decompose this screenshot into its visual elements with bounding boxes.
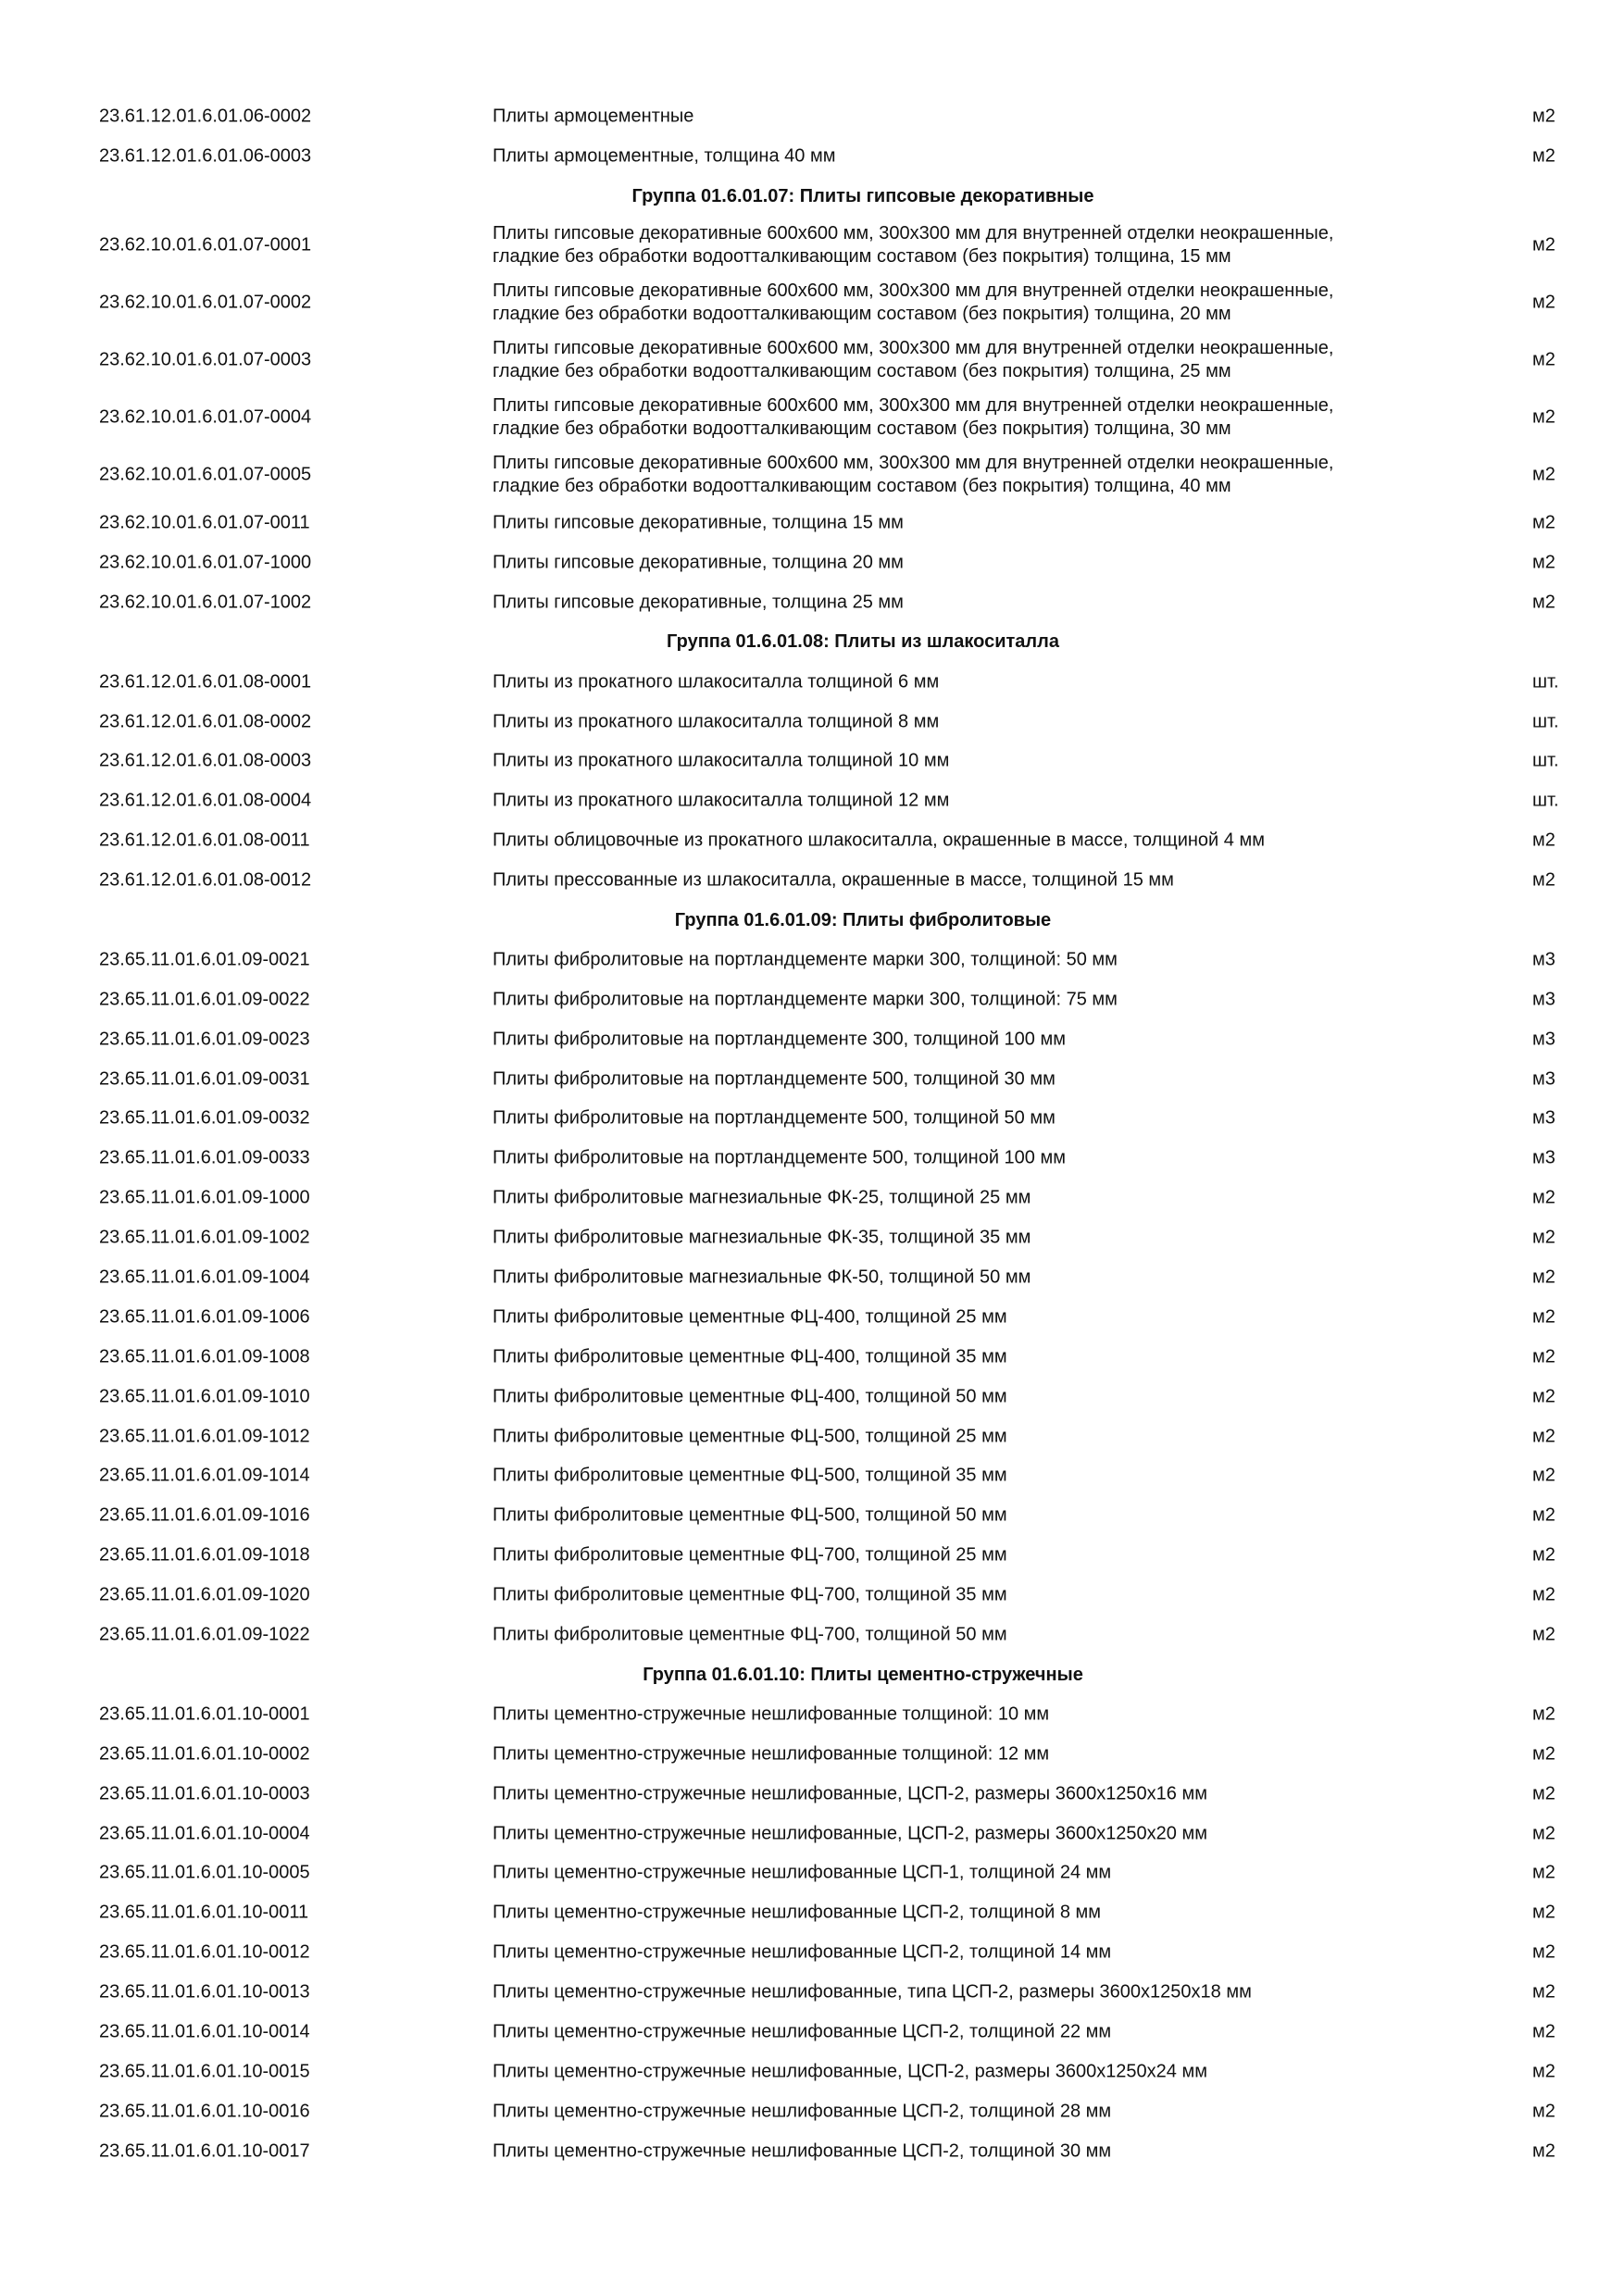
resource-name: Плиты из прокатного шлакоситалла толщиной 8 мм (493, 711, 940, 732)
table-row (0, 446, 1624, 504)
resource-name: Плиты цементно-стружечные нешлифованные толщиной: 12 мм (493, 1743, 1050, 1765)
resource-code: 23.65.11.01.6.01.10-0003 (99, 1783, 310, 1804)
resource-name: Плиты фибролитовые цементные ФЦ-700, толщиной 25 мм (493, 1544, 1007, 1566)
resource-name: Плиты из прокатного шлакоситалла толщиной 12 мм (493, 790, 950, 811)
table-row (0, 1377, 1624, 1416)
resource-code: 23.65.11.01.6.01.09-0023 (99, 1029, 310, 1050)
resource-unit: м2 (1532, 1306, 1555, 1328)
table-row (0, 1536, 1624, 1576)
resource-code: 23.65.11.01.6.01.10-0001 (99, 1703, 310, 1725)
resource-unit: м2 (1532, 1187, 1555, 1208)
resource-name: Плиты фибролитовые на портландцементе 500, толщиной 30 мм (493, 1068, 1056, 1090)
resource-unit: м2 (1532, 1504, 1555, 1526)
resource-name: Плиты гипсовые декоративные 600х600 мм, 300х300 мм для внутренней отделки неокрашенные, гладкие без обработки водоотталкивающим составом (без покрытия) толщина, 20 мм (493, 280, 1334, 324)
table-row (0, 1814, 1624, 1853)
resource-code: 23.65.11.01.6.01.10-0014 (99, 2021, 310, 2042)
resource-unit: м2 (1532, 1783, 1555, 1804)
table-row (0, 1179, 1624, 1218)
resource-code: 23.65.11.01.6.01.10-0011 (99, 1902, 309, 1923)
resource-name: Плиты цементно-стружечные нешлифованные ЦСП-2, толщиной 22 мм (493, 2021, 1112, 2042)
table-row (0, 980, 1624, 1019)
table-row (0, 2013, 1624, 2053)
table-row (0, 1139, 1624, 1179)
resource-name: Плиты фибролитовые цементные ФЦ-400, толщиной 50 мм (493, 1386, 1007, 1407)
table-row (0, 2131, 1624, 2171)
table-row (0, 2052, 1624, 2091)
resource-code: 23.61.12.01.6.01.08-0001 (99, 671, 312, 693)
group-heading: Группа 01.6.01.09: Плиты фибролитовые (674, 909, 1052, 930)
resource-name: Плиты фибролитовые цементные ФЦ-400, толщиной 35 мм (493, 1346, 1007, 1367)
resource-unit: м2 (1532, 292, 1555, 313)
resource-unit: м2 (1532, 1465, 1555, 1486)
resource-unit: м2 (1532, 1902, 1555, 1923)
resource-code: 23.65.11.01.6.01.10-0013 (99, 1981, 310, 2003)
table-row (0, 1416, 1624, 1456)
resource-name: Плиты цементно-стружечные нешлифованные ЦСП-1, толщиной 24 мм (493, 1862, 1112, 1883)
resource-name: Плиты из прокатного шлакоситалла толщиной 10 мм (493, 750, 950, 771)
resource-unit: м2 (1532, 349, 1555, 370)
resource-code: 23.65.11.01.6.01.09-1004 (99, 1267, 310, 1288)
table-row (0, 742, 1624, 781)
resource-unit: м2 (1532, 1703, 1555, 1725)
resource-code: 23.62.10.01.6.01.07-0005 (99, 464, 312, 485)
resource-unit: м2 (1532, 592, 1555, 613)
resource-name: Плиты фибролитовые на портландцементе 500, толщиной 50 мм (493, 1107, 1056, 1129)
resource-table (0, 97, 1624, 2171)
resource-code: 23.65.11.01.6.01.09-0022 (99, 989, 310, 1010)
resource-code: 23.65.11.01.6.01.10-0004 (99, 1823, 310, 1843)
table-row (0, 781, 1624, 821)
resource-code: 23.61.12.01.6.01.08-0012 (99, 869, 312, 891)
table-row (0, 1734, 1624, 1774)
resource-name: Плиты гипсовые декоративные, толщина 20 мм (493, 552, 904, 573)
resource-code: 23.61.12.01.6.01.06-0002 (99, 106, 312, 127)
resource-unit: м2 (1532, 1267, 1555, 1288)
resource-code: 23.65.11.01.6.01.09-1006 (99, 1306, 310, 1328)
resource-unit: шт. (1532, 790, 1559, 811)
resource-name: Плиты гипсовые декоративные, толщина 25 мм (493, 592, 904, 613)
resource-code: 23.65.11.01.6.01.09-1008 (99, 1346, 310, 1367)
table-row (0, 1337, 1624, 1377)
resource-code: 23.65.11.01.6.01.09-1012 (99, 1426, 310, 1447)
resource-name: Плиты цементно-стружечные нешлифованные ЦСП-2, толщиной 14 мм (493, 1941, 1112, 1963)
resource-code: 23.65.11.01.6.01.10-0005 (99, 1862, 310, 1883)
resource-unit: м2 (1532, 830, 1555, 851)
resource-code: 23.61.12.01.6.01.08-0011 (99, 830, 310, 851)
resource-unit: м2 (1532, 1862, 1555, 1883)
resource-code: 23.61.12.01.6.01.08-0003 (99, 750, 312, 771)
resource-unit: м2 (1532, 1426, 1555, 1447)
resource-unit: м3 (1532, 1147, 1555, 1168)
resource-name: Плиты цементно-стружечные нешлифованные ЦСП-2, толщиной 28 мм (493, 2101, 1112, 2122)
resource-unit: м2 (1532, 512, 1555, 533)
resource-name: Плиты фибролитовые цементные ФЦ-500, толщиной 25 мм (493, 1426, 1007, 1447)
resource-code: 23.65.11.01.6.01.10-0015 (99, 2061, 310, 2082)
resource-unit: м2 (1532, 1624, 1555, 1645)
resource-name: Плиты фибролитовые магнезиальные ФК-25, толщиной 25 мм (493, 1187, 1031, 1208)
table-row (0, 821, 1624, 861)
table-row (0, 97, 1624, 137)
resource-code: 23.61.12.01.6.01.08-0002 (99, 711, 312, 732)
resource-code: 23.65.11.01.6.01.09-1022 (99, 1624, 310, 1645)
resource-code: 23.62.10.01.6.01.07-0004 (99, 406, 312, 428)
resource-unit: м2 (1532, 1346, 1555, 1367)
table-row (0, 2091, 1624, 2131)
resource-name: Плиты цементно-стружечные нешлифованные ЦСП-2, толщиной 30 мм (493, 2140, 1112, 2162)
table-row (0, 662, 1624, 702)
resource-code: 23.65.11.01.6.01.09-0033 (99, 1147, 310, 1168)
resource-unit: м2 (1532, 2140, 1555, 2162)
resource-name: Плиты фибролитовые цементные ФЦ-500, толщиной 50 мм (493, 1504, 1007, 1526)
resource-name: Плиты прессованные из шлакоситалла, окрашенные в массе, толщиной 15 мм (493, 869, 1174, 891)
table-row (0, 861, 1624, 901)
resource-code: 23.62.10.01.6.01.07-0011 (99, 512, 310, 533)
table-row (0, 1893, 1624, 1933)
resource-name: Плиты облицовочные из прокатного шлакоситалла, окрашенные в массе, толщиной 4 мм (493, 830, 1265, 851)
resource-code: 23.62.10.01.6.01.07-0001 (99, 234, 312, 256)
resource-unit: шт. (1532, 671, 1559, 693)
resource-unit: м3 (1532, 949, 1555, 970)
table-row (0, 582, 1624, 622)
table-row (0, 137, 1624, 177)
resource-name: Плиты из прокатного шлакоситалла толщиной 6 мм (493, 671, 940, 693)
resource-code: 23.65.11.01.6.01.10-0012 (99, 1941, 310, 1963)
table-row (0, 389, 1624, 446)
resource-name: Плиты фибролитовые магнезиальные ФК-35, толщиной 35 мм (493, 1227, 1031, 1248)
resource-name: Плиты гипсовые декоративные 600х600 мм, 300х300 мм для внутренней отделки неокрашенные, гладкие без обработки водоотталкивающим составом (без покрытия) толщина, 40 мм (493, 452, 1334, 496)
resource-unit: м2 (1532, 1823, 1555, 1843)
resource-unit: м2 (1532, 1941, 1555, 1963)
table-row (0, 1258, 1624, 1298)
table-row (0, 1218, 1624, 1258)
resource-name: Плиты фибролитовые на портландцементе марки 300, толщиной: 75 мм (493, 989, 1118, 1010)
resource-code: 23.61.12.01.6.01.06-0003 (99, 145, 312, 167)
table-row (0, 1933, 1624, 1973)
resource-code: 23.61.12.01.6.01.08-0004 (99, 790, 312, 811)
resource-unit: м2 (1532, 406, 1555, 428)
resource-name: Плиты гипсовые декоративные, толщина 15 мм (493, 512, 904, 533)
resource-unit: м2 (1532, 2101, 1555, 2122)
table-row (0, 1297, 1624, 1337)
table-row (0, 1456, 1624, 1496)
resource-name: Плиты армоцементные, толщина 40 мм (493, 145, 836, 167)
resource-name: Плиты гипсовые декоративные 600х600 мм, 300х300 мм для внутренней отделки неокрашенные, гладкие без обработки водоотталкивающим составом (без покрытия) толщина, 15 мм (493, 222, 1334, 267)
resource-name: Плиты фибролитовые цементные ФЦ-700, толщиной 35 мм (493, 1584, 1007, 1605)
resource-name: Плиты фибролитовые цементные ФЦ-400, толщиной 25 мм (493, 1306, 1007, 1328)
resource-name: Плиты фибролитовые на портландцементе марки 300, толщиной: 50 мм (493, 949, 1118, 970)
group-heading: Группа 01.6.01.07: Плиты гипсовые декоративные (631, 185, 1094, 206)
resource-code: 23.65.11.01.6.01.10-0016 (99, 2101, 310, 2122)
resource-unit: м3 (1532, 1068, 1555, 1090)
resource-name: Плиты цементно-стружечные нешлифованные ЦСП-2, толщиной 8 мм (493, 1902, 1102, 1923)
resource-name: Плиты фибролитовые на портландцементе 300, толщиной 100 мм (493, 1029, 1066, 1050)
resource-unit: м3 (1532, 1107, 1555, 1129)
resource-code: 23.62.10.01.6.01.07-1000 (99, 552, 312, 573)
resource-unit: м2 (1532, 552, 1555, 573)
resource-unit: м2 (1532, 464, 1555, 485)
resource-code: 23.65.11.01.6.01.09-0031 (99, 1068, 310, 1090)
resource-code: 23.65.11.01.6.01.09-1000 (99, 1187, 310, 1208)
group-heading: Группа 01.6.01.08: Плиты из шлакоситалла (667, 631, 1059, 653)
resource-unit: м2 (1532, 869, 1555, 891)
resource-code: 23.65.11.01.6.01.09-1014 (99, 1465, 310, 1486)
resource-unit: м3 (1532, 989, 1555, 1010)
resource-code: 23.65.11.01.6.01.09-0032 (99, 1107, 310, 1129)
table-row (0, 1616, 1624, 1655)
resource-unit: м2 (1532, 1544, 1555, 1566)
resource-unit: м2 (1532, 234, 1555, 256)
resource-unit: м2 (1532, 1386, 1555, 1407)
resource-unit: м2 (1532, 1743, 1555, 1765)
resource-name: Плиты цементно-стружечные нешлифованные толщиной: 10 мм (493, 1703, 1050, 1725)
table-row (0, 1019, 1624, 1059)
table-row (0, 1774, 1624, 1814)
resource-unit: шт. (1532, 750, 1559, 771)
resource-name: Плиты гипсовые декоративные 600х600 мм, 300х300 мм для внутренней отделки неокрашенные, гладкие без обработки водоотталкивающим составом (без покрытия) толщина, 25 мм (493, 337, 1334, 381)
resource-code: 23.62.10.01.6.01.07-0002 (99, 292, 312, 313)
table-row (0, 1099, 1624, 1139)
resource-code: 23.65.11.01.6.01.09-0021 (99, 949, 310, 970)
table-row (0, 1853, 1624, 1893)
resource-code: 23.65.11.01.6.01.10-0017 (99, 2140, 310, 2162)
group-heading: Группа 01.6.01.10: Плиты цементно-стружечные (643, 1664, 1083, 1685)
table-row (0, 702, 1624, 742)
resource-name: Плиты фибролитовые на портландцементе 500, толщиной 100 мм (493, 1147, 1066, 1168)
resource-unit: шт. (1532, 711, 1559, 732)
resource-unit: м2 (1532, 145, 1555, 167)
table-row (0, 504, 1624, 543)
resource-unit: м2 (1532, 1981, 1555, 2003)
resource-name: Плиты цементно-стружечные нешлифованные, типа ЦСП-2, размеры 3600х1250х18 мм (493, 1981, 1252, 2003)
resource-unit: м2 (1532, 2061, 1555, 2082)
table-row (0, 217, 1624, 274)
price-list-page (0, 97, 1624, 2171)
resource-name: Плиты цементно-стружечные нешлифованные, ЦСП-2, размеры 3600х1250х24 мм (493, 2061, 1207, 2082)
resource-unit: м3 (1532, 1029, 1555, 1050)
resource-code: 23.65.11.01.6.01.09-1002 (99, 1227, 310, 1248)
resource-code: 23.65.11.01.6.01.09-1018 (99, 1544, 310, 1566)
resource-code: 23.62.10.01.6.01.07-0003 (99, 349, 312, 370)
resource-name: Плиты фибролитовые цементные ФЦ-700, толщиной 50 мм (493, 1624, 1007, 1645)
resource-unit: м2 (1532, 1584, 1555, 1605)
resource-name: Плиты гипсовые декоративные 600х600 мм, 300х300 мм для внутренней отделки неокрашенные, гладкие без обработки водоотталкивающим составом (без покрытия) толщина, 30 мм (493, 394, 1334, 439)
table-row (0, 1576, 1624, 1616)
resource-name: Плиты цементно-стружечные нешлифованные, ЦСП-2, размеры 3600х1250х16 мм (493, 1783, 1207, 1804)
resource-name: Плиты цементно-стружечные нешлифованные, ЦСП-2, размеры 3600х1250х20 мм (493, 1823, 1207, 1843)
table-row (0, 331, 1624, 389)
table-row (0, 1973, 1624, 2013)
resource-code: 23.65.11.01.6.01.10-0002 (99, 1743, 310, 1765)
resource-name: Плиты армоцементные (493, 106, 694, 127)
table-row (0, 1496, 1624, 1536)
resource-unit: м2 (1532, 2021, 1555, 2042)
resource-code: 23.62.10.01.6.01.07-1002 (99, 592, 312, 613)
resource-name: Плиты фибролитовые цементные ФЦ-500, толщиной 35 мм (493, 1465, 1007, 1486)
resource-code: 23.65.11.01.6.01.09-1016 (99, 1504, 310, 1526)
table-row (0, 1059, 1624, 1099)
table-row (0, 940, 1624, 980)
resource-code: 23.65.11.01.6.01.09-1020 (99, 1584, 310, 1605)
resource-unit: м2 (1532, 106, 1555, 127)
table-row (0, 274, 1624, 331)
table-row (0, 543, 1624, 583)
resource-name: Плиты фибролитовые магнезиальные ФК-50, толщиной 50 мм (493, 1267, 1031, 1288)
resource-code: 23.65.11.01.6.01.09-1010 (99, 1386, 310, 1407)
resource-unit: м2 (1532, 1227, 1555, 1248)
table-row (0, 1694, 1624, 1734)
